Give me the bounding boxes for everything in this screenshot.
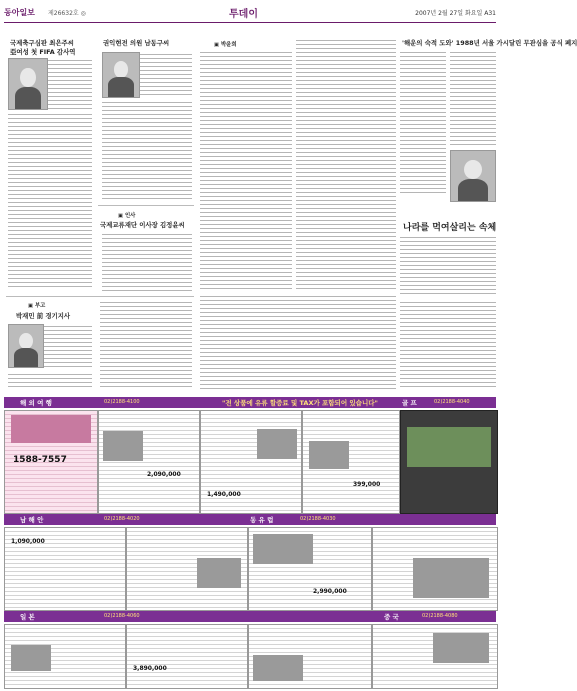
article-4-headline: 국제교류재단 이사장 김정윤씨 bbox=[100, 221, 185, 229]
lower-body-right bbox=[400, 300, 496, 390]
page-header bbox=[4, 4, 496, 23]
ad-block-6 bbox=[126, 527, 248, 611]
ad-band-5-phone: 02)2188-4060 bbox=[104, 613, 140, 619]
ad-block-8 bbox=[372, 527, 498, 611]
article-1-subhead: 亞여성 첫 FIFA 감사역 bbox=[10, 48, 76, 56]
ad-band-6-phone: 02)2188-4080 bbox=[422, 613, 458, 619]
article-4-body bbox=[102, 232, 192, 292]
ad-block-9 bbox=[4, 624, 126, 689]
ad-block-7 bbox=[248, 527, 372, 611]
article-5-body-top bbox=[44, 324, 92, 370]
article-5-label: ▣ 부고 bbox=[28, 303, 46, 309]
ad-price: 2,090,000 bbox=[147, 471, 181, 478]
ad-block-12 bbox=[372, 624, 498, 689]
article-1-body-top bbox=[48, 58, 92, 110]
article-4-label: ▣ 인사 bbox=[118, 213, 136, 219]
ad-block-10 bbox=[126, 624, 248, 689]
right-body-b bbox=[450, 50, 496, 146]
ad-band-1-label: 해 외 여 행 bbox=[20, 399, 52, 407]
ad-band-4-phone: 02)2188-4030 bbox=[300, 516, 336, 522]
publication-name: 동아일보 bbox=[4, 8, 35, 17]
ad-band-2-label: 골 프 bbox=[402, 399, 417, 407]
ad-banner-2 bbox=[4, 514, 496, 525]
issue-number: 제26632호 ◎ bbox=[48, 10, 86, 17]
right-body-a bbox=[400, 50, 446, 196]
ad-block-5 bbox=[4, 527, 126, 611]
ad-banner-3 bbox=[4, 611, 496, 622]
right-feature-title: 나라를 먹여살리는 속체 bbox=[403, 223, 497, 233]
ad-price: 2,990,000 bbox=[313, 588, 347, 595]
ad-band-4-label: 동 유 럽 bbox=[250, 516, 274, 524]
right-feature-body bbox=[400, 235, 496, 295]
section-title: 투데이 bbox=[229, 9, 258, 20]
ad-band-3-label: 남 해 안 bbox=[20, 516, 44, 524]
article-2-body bbox=[102, 100, 192, 200]
ad-block-3 bbox=[200, 410, 302, 514]
ad-block-4 bbox=[302, 410, 400, 514]
ad-price: 1,490,000 bbox=[207, 491, 241, 498]
article-5-photo bbox=[8, 324, 44, 368]
divider bbox=[98, 205, 194, 206]
article-1-body bbox=[8, 112, 92, 290]
article-5-body-cont bbox=[100, 300, 192, 390]
right-headline: '해운의 숙적 도와' 1988년 서울 가시달린 무관심을 공식 폐지 bbox=[402, 39, 577, 47]
ad-price: 3,890,000 bbox=[133, 665, 167, 672]
ad-band-2-phone: 02)2188-4040 bbox=[434, 399, 470, 405]
article-3-label: ▣ 박윤희 bbox=[214, 42, 237, 48]
article-3-body bbox=[200, 50, 292, 290]
ad-block-golf bbox=[400, 410, 498, 514]
ad-price: 1,090,000 bbox=[11, 538, 45, 545]
article-2-photo bbox=[102, 52, 140, 98]
ad-band-5-label: 일 본 bbox=[20, 613, 35, 621]
lower-body-center bbox=[200, 294, 396, 390]
ad-block-left bbox=[4, 410, 98, 514]
ad-price: 399,000 bbox=[353, 481, 381, 488]
ad-phone: 1588-7557 bbox=[13, 455, 67, 465]
article-5-headline: 박재민 前 경기지사 bbox=[16, 312, 71, 320]
ad-block-11 bbox=[248, 624, 372, 689]
ad-block-2 bbox=[98, 410, 200, 514]
date-line: 2007년 2월 27일 화요일 A31 bbox=[415, 10, 496, 17]
right-photo bbox=[450, 150, 496, 202]
ad-band-6-label: 중 국 bbox=[384, 613, 399, 621]
article-2-body-top bbox=[140, 52, 192, 98]
ad-band-1-phone: 02)2188-4100 bbox=[104, 399, 140, 405]
ad-band-3-phone: 02)2188-4020 bbox=[104, 516, 140, 522]
ad-center-slogan: "전 상품에 유류 할증료 및 TAX가 포함되어 있습니다" bbox=[222, 399, 378, 407]
divider bbox=[6, 296, 194, 297]
article-1-photo bbox=[8, 58, 48, 110]
article-5-body bbox=[8, 372, 92, 390]
column-4-body bbox=[296, 38, 396, 290]
article-2-headline: 권익현전 의원 남동구씨 bbox=[103, 39, 170, 47]
article-1-headline: 국제축구심판 최은주씨 bbox=[10, 39, 74, 47]
ad-banner-1 bbox=[4, 397, 496, 408]
